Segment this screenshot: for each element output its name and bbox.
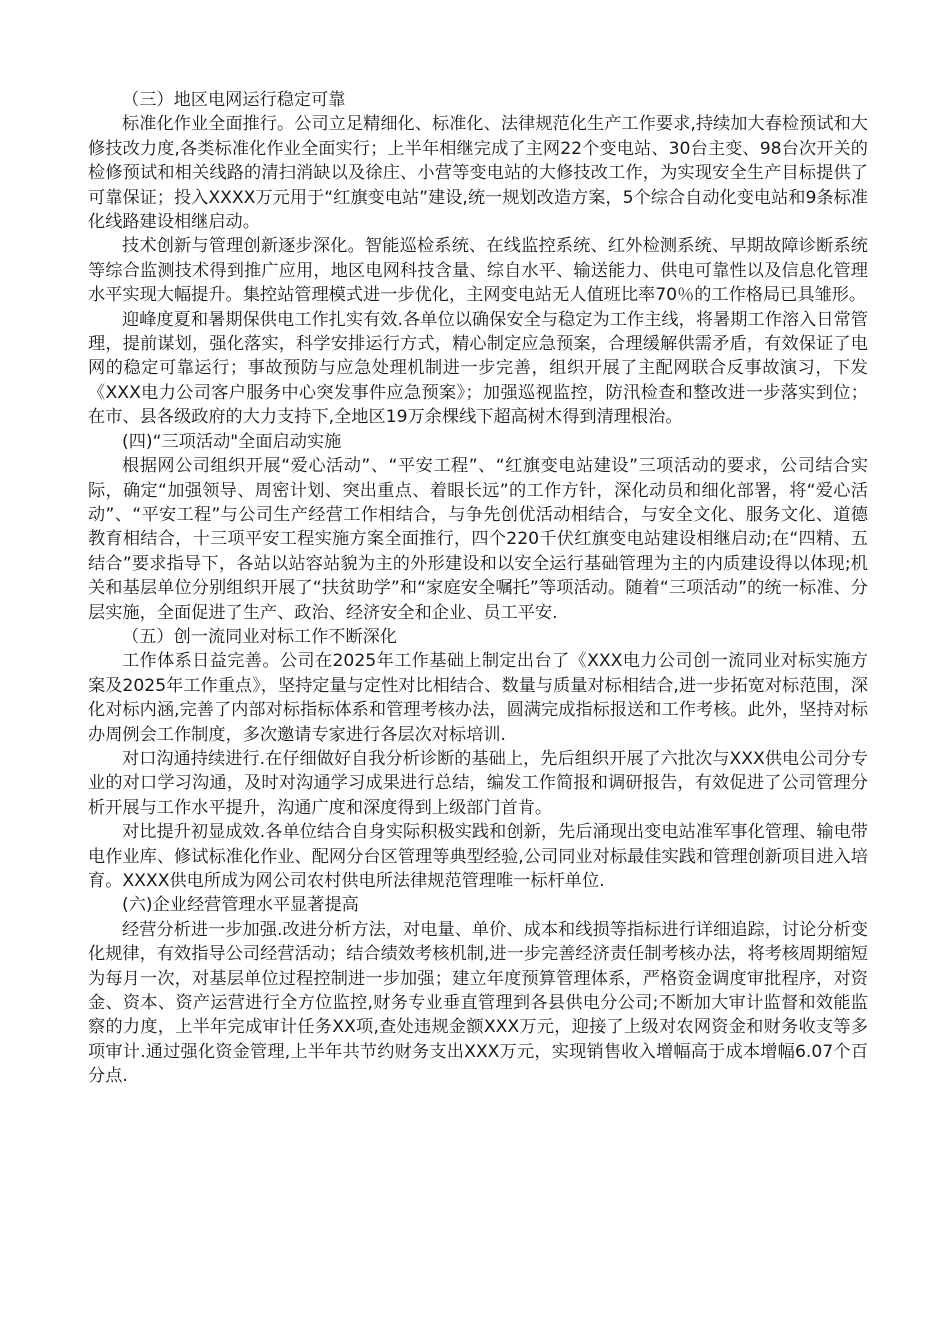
section-title-3: （三）地区电网运行稳定可靠	[122, 90, 346, 110]
section-title-6: (六)企业经营管理水平显著提高	[122, 895, 359, 916]
paragraph-comparison: 对比提升初显成效.各单位结合自身实际积极实践和创新，先后涌现出变电站准军事化管理、输电带电作业库、修试标准化作业、配网分台区管理等典型经验,公司同业对标最佳实践和管理创新项目进入培育。XXXX供电所成为网公司农村供电所法律规范管理唯一标杆单位.	[88, 822, 868, 891]
paragraph-work-system: 工作体系日益完善。公司在2025年工作基础上制定出台了《XXX电力公司创一流同业对标实施方案及2025年工作重点》，坚持定量与定性对比相结合、数量与质量对标相结合,进一步拓宽对标范围，深化对标内涵,完善了内部对标指标体系和管理考核办法，圆满完成指标报送和工作考核。此外，坚持对标办周例会工作制度，多次邀请专家进行各层次对标培训.	[88, 651, 868, 745]
section-title-4: (四)“三项活动"全面启动实施	[122, 431, 342, 452]
section-title-5: （五）创一流同业对标工作不断深化	[122, 626, 398, 647]
paragraph-summer-supply: 迎峰度夏和暑期保供电工作扎实有效.各单位以确保安全与稳定为工作主线，将暑期工作溶入日常管理，提前谋划，强化落实，科学安排运行方式，精心制定应急预案，合理缓解供需矛盾，有效保证了电网的稳定可靠运行；事故预防与应急处理机制进一步完善，组织开展了主配网联合反事故演习，下发《XXX电力公司客户服务中心突发事件应急预案》；加强巡视监控，防汛检查和整改进一步落实到位；在市、县各级政府的大力支持下,全地区19万余棵线下超高树木得到清理根治。	[88, 309, 868, 428]
paragraph-tech-innovation: 技术创新与管理创新逐步深化。智能巡检系统、在线监控系统、红外检测系统、早期故障诊断系统等综合监测技术得到推广应用，地区电网科技含量、综自水平、输送能力、供电可靠性以及信息化管理水平实现大幅提升。集控站管理模式进一步优化，主网变电站无人值班比率70％的工作格局已具雏形。	[88, 236, 868, 306]
paragraph-standardization: 标准化作业全面推行。公司立足精细化、标准化、法律规范化生产工作要求,持续加大春检预试和大修技改力度,各类标准化作业全面实行；上半年相继完成了主网22个变电站、30台主变、98台次开关的检修预试和相关线路的清扫消缺以及徐庄、小营等变电站的大修技改工作，为实现安全生产目标提供了可靠保证；投入XXXX万元用于“红旗变电站”建设,统一规划改造方案，5个综合自动化变电站和9条标准化线路建设相继启动。	[88, 114, 868, 233]
paragraph-business-analysis: 经营分析进一步加强.改进分析方法，对电量、单价、成本和线损等指标进行详细追踪，讨论分析变化规律，有效指导公司经营活动；结合绩效考核机制,进一步完善经济责任制考核办法，将考核周期缩短为每月一次，对基层单位过程控制进一步加强；建立年度预算管理体系，严格资金调度审批程序，对资金、资本、资产运营进行全方位监控,财务专业垂直管理到各县供电分公司;不断加大审计监督和效能监察的力度，上半年完成审计任务XX项,查处违规金额XXX万元，迎接了上级对农网资金和财务收支等多项审计.通过强化资金管理,上半年共节约财务支出XXX万元，实现销售收入增幅高于成本增幅6.07个百分点.	[88, 919, 868, 1087]
document-page	[88, 88, 868, 1089]
paragraph-three-activities: 根据网公司组织开展“爱心活动”、“平安工程”、“红旗变电站建设”三项活动的要求，公司结合实际，确定“加强领导、周密计划、突出重点、着眼长远”的工作方针，深化动员和细化部署，将“爱心活动”、“平安工程”与公司生产经营工作相结合，与争先创优活动相结合，与安全文化、服务文化、道德教育相结合，十三项平安工程实施方案全面推行，四个220千伏红旗变电站建设相继启动;在“四精、五结合”要求指导下，各站以站容站貌为主的外形建设和以安全运行基础管理为主的内质建设得以体现;机关和基层单位分别组织开展了“扶贫助学”和“家庭安全嘱托”等项活动。随着“三项活动”的统一标准、分层实施，全面促进了生产、政治、经济安全和企业、员工平安.	[88, 456, 868, 623]
paragraph-communication: 对口沟通持续进行.在仔细做好自我分析诊断的基础上，先后组织开展了六批次与XXX供电公司分专业的对口学习沟通，及时对沟通学习成果进行总结，编发工作简报和调研报告，有效促进了公司管理分析开展与工作水平提升，沟通广度和深度得到上级部门首肯。	[88, 748, 868, 818]
